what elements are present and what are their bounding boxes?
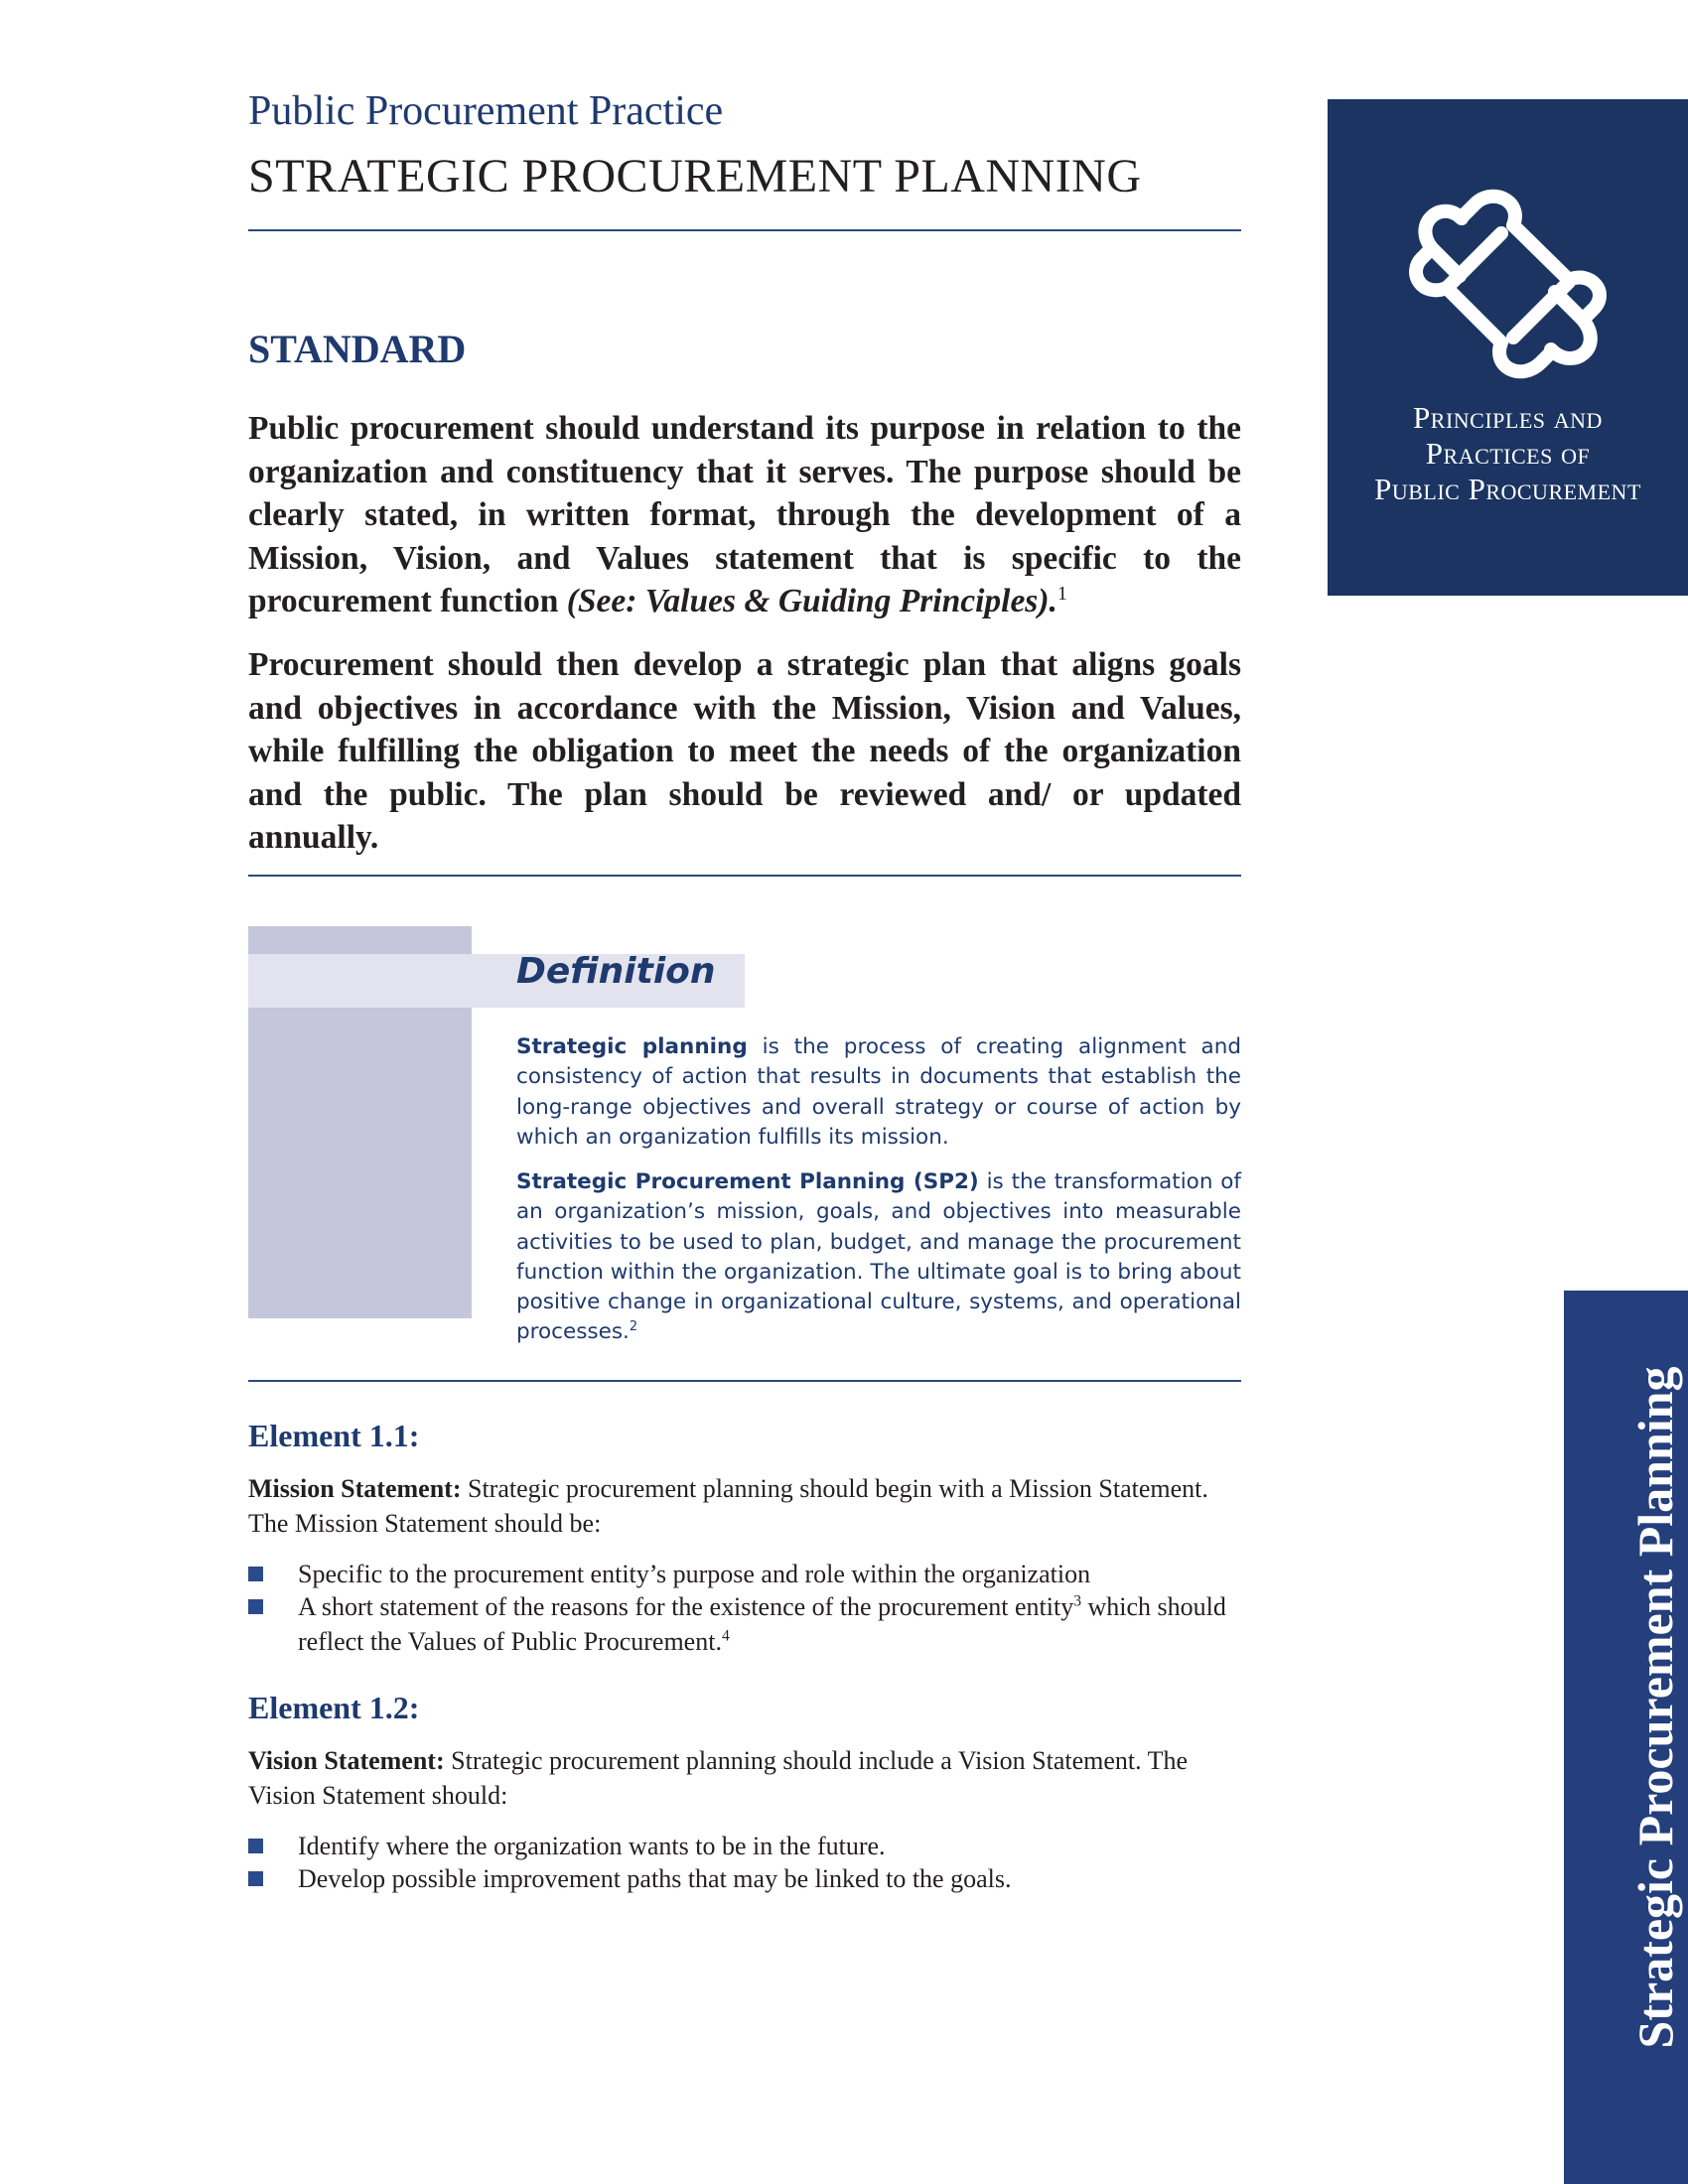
footnote-4: 4 <box>721 1627 730 1645</box>
definition-term-1: Strategic planning <box>516 1034 748 1059</box>
footnote-2: 2 <box>629 1319 638 1335</box>
principles-badge <box>1328 99 1688 596</box>
definition-block-top <box>248 926 472 954</box>
standard-paragraph-2: Procurement should then develop a strategic plan that aligns goals and objectives in accordance with the Mission, Vision and Values, while fulfilling the obligation to meet the needs of the organization and the public. The plan should be reviewed and/ or updated annually. <box>248 646 1241 856</box>
element-1-2-text: Strategic procurement planning should include a Vision Statement. The Vision Statement should: <box>248 1746 1189 1810</box>
square-bullet-icon <box>248 1567 263 1581</box>
element-1-1-lead: Mission Statement: <box>248 1474 462 1503</box>
side-tab-label: Strategic Procurement Planning <box>1627 1366 1683 2049</box>
side-section-tab <box>1564 1291 1688 2184</box>
scroll-icon <box>1402 179 1613 389</box>
standard-p1-text: Public procurement should understand its purpose in relation to the organization and constituency that it serves. The purpose should be clearly stated, in written format, through the development of a Mission, Vision, and Values statement that is specific to the procurement function <box>248 410 1241 619</box>
header-divider <box>248 229 1241 231</box>
bullet-text-part-1: A short statement of the reasons for the existence of the procurement entity <box>298 1592 1074 1621</box>
series-title: Public Procurement Practice <box>248 88 724 134</box>
bullet-text <box>298 1589 1241 1659</box>
bullet-text: Develop possible improvement paths that may be linked to the goals. <box>298 1864 1012 1893</box>
definition-divider <box>248 1380 1241 1382</box>
badge-line-3: Public Procurement <box>1374 472 1641 506</box>
bullet-text: Specific to the procurement entity’s purpose and role within the organization <box>298 1560 1091 1588</box>
element-1-1-heading: Element 1.1: <box>248 1418 420 1453</box>
element-1-2-heading: Element 1.2: <box>248 1690 420 1725</box>
element-1-2-paragraph <box>248 1743 1241 1813</box>
badge-line-2: Practices of <box>1425 436 1591 471</box>
definition-heading: Definition <box>516 951 716 992</box>
definition-block-bottom <box>248 1008 472 1318</box>
standard-divider <box>248 875 1241 877</box>
footnote-3: 3 <box>1073 1592 1081 1610</box>
definition-paragraph-1 <box>516 1032 1241 1153</box>
page-title: STRATEGIC PROCUREMENT PLANNING <box>248 150 1142 203</box>
element-1-1-paragraph <box>248 1471 1241 1541</box>
element-1-2-lead: Vision Statement: <box>248 1746 445 1775</box>
footnote-1: 1 <box>1056 582 1067 605</box>
square-bullet-icon <box>248 1871 263 1886</box>
badge-line-1: Principles and <box>1413 400 1603 435</box>
definition-paragraph-2 <box>516 1167 1241 1348</box>
bullet-text: Identify where the organization wants to be in the future. <box>298 1832 886 1860</box>
standard-paragraph-1 <box>248 407 1241 623</box>
square-bullet-icon <box>248 1599 263 1614</box>
definition-term-2: Strategic Procurement Planning (SP2) <box>516 1169 979 1194</box>
element-1-1-text: Strategic procurement planning should begin with a Mission Statement. The Mission Statement should be: <box>248 1474 1208 1538</box>
definition-text-1: is the process of creating alignment and consistency of action that results in documents that establish the long-range objectives and overall strategy or course of action by which an organization fulfills its mission. <box>516 1034 1242 1150</box>
definition-text-2: is the transformation of an organization’s mission, goals, and objectives into measurable activities to be used to plan, budget, and manage the procurement function within the organization. The ultimate goal is to bring about positive change in organizational culture, systems, and operational processes. <box>516 1169 1241 1345</box>
square-bullet-icon <box>248 1839 263 1853</box>
standard-heading: STANDARD <box>248 327 467 371</box>
bullet-text-part-2: which should reflect the Values of Public Procurement. <box>298 1592 1226 1656</box>
standard-p1-reference: (See: Values & Guiding Principles). <box>566 583 1057 619</box>
